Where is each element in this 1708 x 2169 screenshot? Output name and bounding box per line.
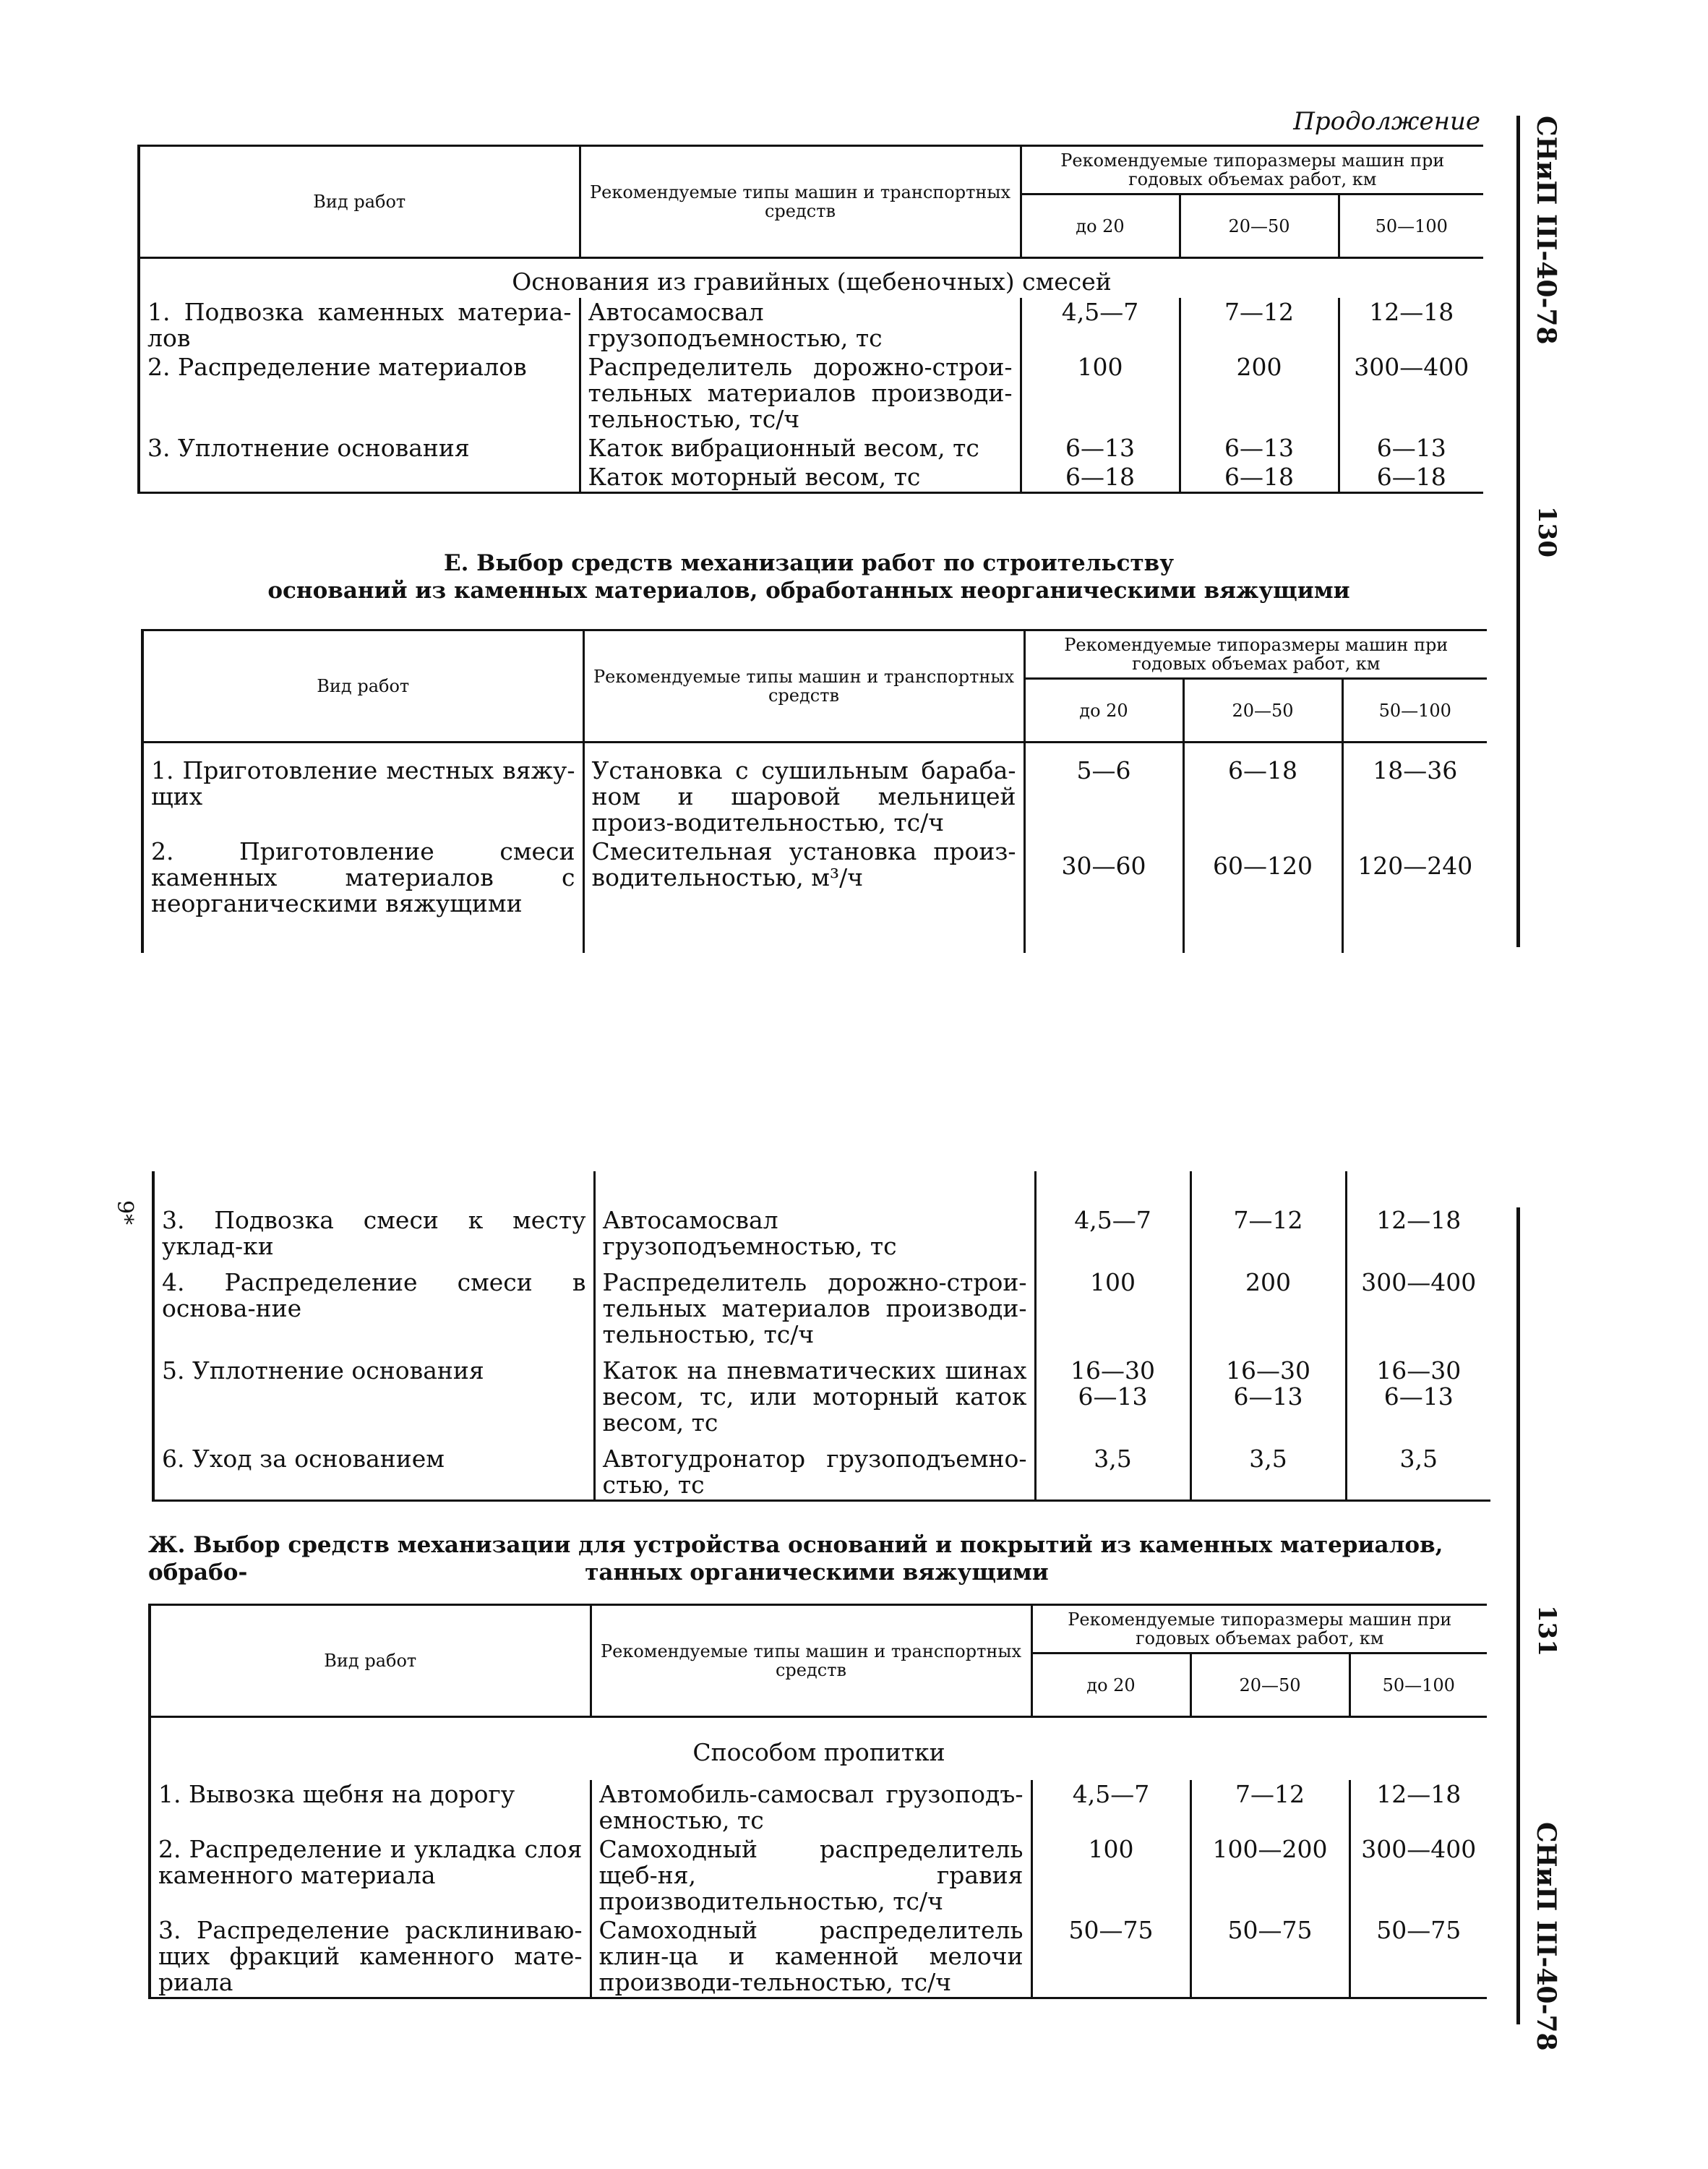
continuation-label: Продолжение: [1293, 107, 1480, 136]
value-cell: 6—18: [1183, 743, 1342, 838]
value-cell: 300—400: [1361, 1835, 1477, 1863]
table-row: [150, 1835, 1487, 1916]
table-row: [139, 353, 1483, 434]
value-cell: 6—18: [1339, 463, 1483, 493]
value-cell: 12—18: [1376, 1780, 1462, 1808]
section-zh-title-line1: Ж. Выбор средств механизации для устройства оснований и покрытий из каменных материалов, обрабо-: [148, 1532, 1443, 1586]
work-cell: 2. Приготовление смеси каменных материалов с неорганическими вяжущими: [142, 837, 583, 953]
value-cell: 7—12: [1190, 1780, 1349, 1835]
page-number-131: 131: [1532, 1605, 1561, 1656]
value-cell: 6—13: [1180, 434, 1339, 463]
value-cell: 12—18: [1369, 298, 1454, 326]
header-volume: до 20: [1024, 679, 1183, 743]
table-row: [150, 1916, 1487, 1998]
section-e-title-line1: Е. Выбор средств механизации работ по строительству: [443, 550, 1175, 576]
work-cell: 2. Распределение материалов: [139, 353, 580, 434]
table-row: [139, 463, 1483, 493]
subheading: Способом пропитки: [150, 1717, 1487, 1781]
value-cell: 6—13: [1376, 434, 1446, 462]
value-cell: 300—400: [1354, 353, 1469, 381]
value-cell: 5—6: [1024, 743, 1183, 838]
section-e-title-line2: оснований из каменных материалов, обработанных неорганическими вяжущими: [267, 578, 1350, 604]
header-machine-types: Рекомендуемые типы машин и транспортных средств: [583, 630, 1024, 743]
machine-cell: Распределитель дорожно-строи-тельных материалов производи-тельностью, тс/ч: [594, 1261, 1035, 1349]
value-cell: 300—400: [1361, 1268, 1477, 1296]
work-cell: 2. Распределение и укладка слоя каменного материала: [150, 1835, 591, 1916]
value-cell: 4,5—7: [1031, 1780, 1190, 1835]
machine-cell: Каток на пневматических шинах весом, тс, или моторный каток весом, тс: [594, 1349, 1035, 1437]
value-cell: 16—30 6—13: [1376, 1356, 1462, 1411]
work-cell: 3. Подвозка смеси к месту уклад-ки: [153, 1171, 594, 1261]
machine-cell: Автогудронатор грузоподъемно-стью, тс: [594, 1437, 1035, 1501]
header-machine-types: Рекомендуемые типы машин и транспортных средств: [591, 1605, 1031, 1717]
side-label-snip: СНиП III-40-78: [1531, 116, 1561, 345]
value-cell: 120—240: [1357, 852, 1473, 880]
table-gravel-bases: [137, 145, 1483, 494]
work-cell: 4. Распределение смеси в основа-ние: [153, 1261, 594, 1349]
table-row: [153, 1261, 1490, 1349]
header-machine-sizes: Рекомендуемые типоразмеры машин при годовых объемах работ, км: [1024, 630, 1487, 679]
value-cell: 100: [1031, 1835, 1190, 1916]
value-cell: 4,5—7: [1035, 1171, 1190, 1261]
value-cell: 12—18: [1376, 1206, 1462, 1234]
table-row: [142, 743, 1487, 838]
header-work-type: Вид работ: [142, 630, 583, 743]
value-cell: 100: [1035, 1261, 1190, 1349]
table-inorganic-binders: [141, 629, 1487, 953]
header-volume: 20—50: [1190, 1654, 1349, 1717]
work-cell: 1. Подвозка каменных материа-лов: [139, 298, 580, 353]
value-cell: 50—75: [1190, 1916, 1349, 1998]
page-edge-rule: [1516, 1207, 1520, 2024]
table-row: [142, 837, 1487, 953]
header-work-type: Вид работ: [139, 146, 580, 258]
value-cell: 6—18: [1021, 463, 1180, 493]
header-machine-sizes: Рекомендуемые типоразмеры машин при годовых объемах работ, км: [1031, 1605, 1487, 1654]
machine-cell: Автосамосвал грузоподъемностью, тс: [580, 298, 1021, 353]
page-edge-rule: [1516, 116, 1520, 947]
table-row: [153, 1349, 1490, 1437]
work-cell: 3. Уплотнение основания: [139, 434, 580, 463]
table-row: [153, 1437, 1490, 1501]
value-cell: 4,5—7: [1021, 298, 1180, 353]
header-volume: до 20: [1031, 1654, 1190, 1717]
side-label-snip: СНиП III-40-78: [1531, 1822, 1561, 2051]
work-cell: 5. Уплотнение основания: [153, 1349, 594, 1437]
value-cell: 60—120: [1183, 837, 1342, 953]
header-machine-sizes: Рекомендуемые типоразмеры машин при годовых объемах работ, км: [1021, 146, 1483, 194]
value-cell: 16—30 6—13: [1035, 1349, 1190, 1437]
value-cell: 50—75: [1031, 1916, 1190, 1998]
value-cell: 50—75: [1349, 1916, 1487, 1998]
work-cell: 1. Приготовление местных вяжу-щих: [142, 743, 583, 838]
work-cell: [139, 463, 580, 493]
header-volume: до 20: [1021, 194, 1180, 258]
header-volume: 50—100: [1339, 194, 1483, 258]
value-cell: 6—18: [1180, 463, 1339, 493]
machine-cell: Самоходный распределитель клин-ца и каменной мелочи производи-тельностью, тс/ч: [591, 1916, 1031, 1998]
machine-cell: Автомобиль-самосвал грузоподъ-емностью, тс: [591, 1780, 1031, 1835]
value-cell: 16—30 6—13: [1190, 1349, 1346, 1437]
table-row: [139, 298, 1483, 353]
signature-mark: 9*: [112, 1200, 137, 1225]
table-row: [139, 434, 1483, 463]
table-organic-binders: [148, 1604, 1487, 1999]
value-cell: 7—12: [1180, 298, 1339, 353]
machine-cell: Установка с сушильным бараба-ном и шаровой мельницей произ-водительностью, тс/ч: [583, 743, 1024, 838]
table-row: [153, 1171, 1490, 1261]
section-zh-title-line2: танных органическими вяжущими: [585, 1560, 1049, 1586]
subheading: Основания из гравийных (щебеночных) смесей: [139, 258, 1483, 299]
header-volume: 20—50: [1183, 679, 1342, 743]
header-volume: 50—100: [1342, 679, 1487, 743]
header-volume: 20—50: [1180, 194, 1339, 258]
work-cell: 6. Уход за основанием: [153, 1437, 594, 1501]
value-cell: 6—13: [1021, 434, 1180, 463]
value-cell: 3,5: [1190, 1437, 1346, 1501]
value-cell: 3,5: [1346, 1437, 1490, 1501]
value-cell: 200: [1190, 1261, 1346, 1349]
page-number-130: 130: [1532, 506, 1561, 557]
work-cell: 3. Распределение расклиниваю-щих фракций каменного мате-риала: [150, 1916, 591, 1998]
header-volume: 50—100: [1349, 1654, 1487, 1717]
table-row: [150, 1780, 1487, 1835]
value-cell: 30—60: [1024, 837, 1183, 953]
header-work-type: Вид работ: [150, 1605, 591, 1717]
machine-cell: Самоходный распределитель щеб-ня, гравия производительностью, тс/ч: [591, 1835, 1031, 1916]
machine-cell: Каток моторный весом, тс: [580, 463, 1021, 493]
value-cell: 18—36: [1373, 756, 1458, 784]
machine-cell: Каток вибрационный весом, тс: [580, 434, 1021, 463]
work-cell: 1. Вывозка щебня на дорогу: [150, 1780, 591, 1835]
value-cell: 100: [1021, 353, 1180, 434]
machine-cell: Распределитель дорожно-строи-тельных материалов производи-тельностью, тс/ч: [580, 353, 1021, 434]
header-machine-types: Рекомендуемые типы машин и транспортных средств: [580, 146, 1021, 258]
machine-cell: Смесительная установка произ-водительностью, м³/ч: [583, 837, 1024, 953]
value-cell: 200: [1180, 353, 1339, 434]
value-cell: 7—12: [1190, 1171, 1346, 1261]
machine-cell: Автосамосвал грузоподъемностью, тс: [594, 1171, 1035, 1261]
value-cell: 3,5: [1035, 1437, 1190, 1501]
table-inorganic-binders-continued: [152, 1171, 1490, 1502]
value-cell: 100—200: [1190, 1835, 1349, 1916]
